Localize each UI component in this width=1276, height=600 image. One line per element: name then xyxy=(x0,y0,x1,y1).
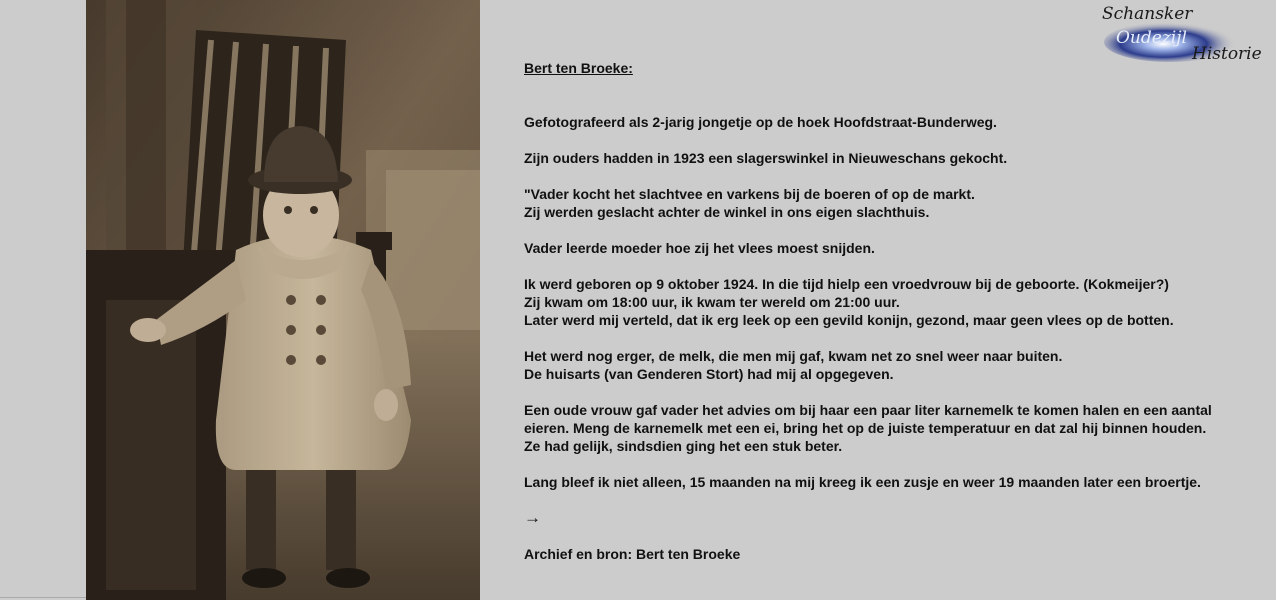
paragraph-line: Zij kwam om 18:00 uur, ik kwam ter wereld om 21:00 uur. xyxy=(524,294,900,310)
paragraph-line: Ze had gelijk, sindsdien ging het een stuk beter. xyxy=(524,438,843,454)
next-page-arrow-link[interactable]: → xyxy=(524,508,541,527)
paragraph-line: Ik werd geboren op 9 oktober 1924. In die tijd hielp een vroedvrouw bij de geboorte. (Kokmeijer?) xyxy=(524,276,1169,292)
paragraph-line: Zijn ouders hadden in 1923 een slagerswinkel in Nieuweschans gekocht. xyxy=(524,150,1008,166)
site-logo[interactable] xyxy=(1100,4,1270,66)
paragraph-line: Lang bleef ik niet alleen, 15 maanden na mij kreeg ik een zusje en weer 19 maanden later een broertje. xyxy=(524,474,1201,490)
paragraph xyxy=(524,473,1259,491)
logo-text-schansker: Schansker xyxy=(1102,4,1193,24)
article-content xyxy=(524,59,1259,581)
paragraph-line: "Vader kocht het slachtvee en varkens bij de boeren of op de markt. xyxy=(524,186,975,202)
source-credit: Archief en bron: Bert ten Broeke xyxy=(524,546,741,562)
paragraph-line: Later werd mij verteld, dat ik erg leek op een gevild konijn, gezond, maar geen vlees op de botten. xyxy=(524,312,1174,328)
paragraph xyxy=(524,185,1259,221)
paragraph xyxy=(524,113,1259,131)
logo-text-historie: Historie xyxy=(1192,44,1262,64)
paragraph xyxy=(524,275,1259,329)
source-paragraph xyxy=(524,545,1259,563)
paragraph xyxy=(524,239,1259,257)
paragraph-line: Gefotografeerd als 2-jarig jongetje op de hoek Hoofdstraat-Bunderweg. xyxy=(524,114,997,130)
paragraph-line: Vader leerde moeder hoe zij het vlees moest snijden. xyxy=(524,240,875,256)
divider xyxy=(0,597,86,598)
vintage-photo-child-by-chair xyxy=(86,0,480,600)
paragraph-line: De huisarts (van Genderen Stort) had mij al opgegeven. xyxy=(524,366,894,382)
paragraph-line: Zij werden geslacht achter de winkel in ons eigen slachthuis. xyxy=(524,204,930,220)
paragraph-line: Een oude vrouw gaf vader het advies om bij haar een paar liter karnemelk te komen halen en een aantal eieren. Meng de karnemelk met een ei, bring het op de juiste temperatuur en dat zal hij binnen houden. xyxy=(524,402,1212,436)
next-page-paragraph xyxy=(524,509,1259,527)
paragraph-line: Het werd nog erger, de melk, die men mij gaf, kwam net zo snel weer naar buiten. xyxy=(524,348,1063,364)
paragraph xyxy=(524,347,1259,383)
logo-text-oudezijl: Oudezijl xyxy=(1116,28,1187,48)
paragraph xyxy=(524,149,1259,167)
paragraph xyxy=(524,401,1259,455)
article-title: Bert ten Broeke: xyxy=(524,60,633,76)
